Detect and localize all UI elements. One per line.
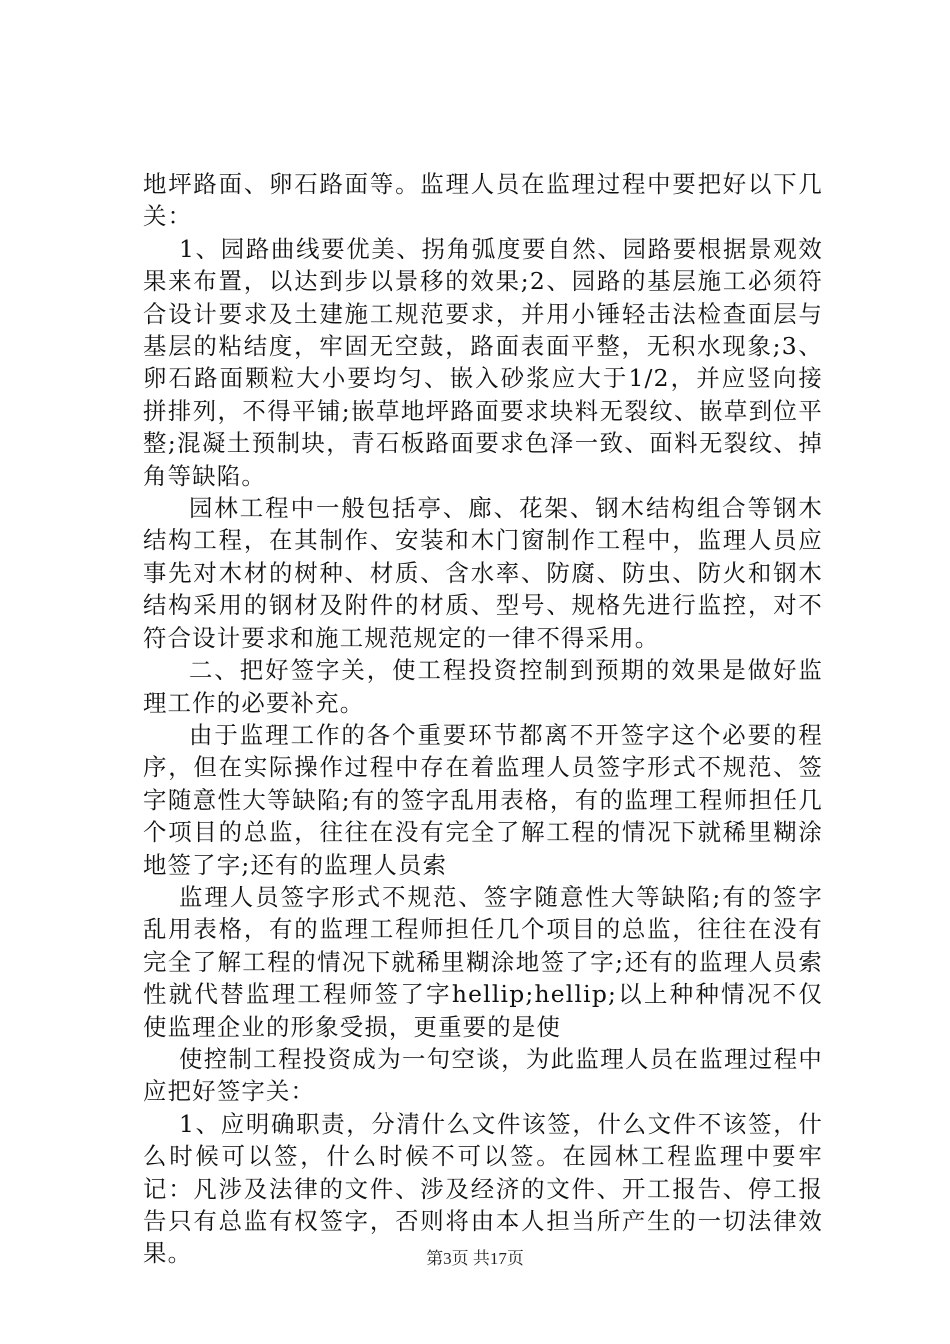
page-number-footer: 第3页 共17页 [426,1249,524,1268]
document-body [143,168,823,1270]
paragraph-3: 园林工程中一般包括亭、廊、花架、钢木结构组合等钢木结构工程，在其制作、安装和木门窗制作工程中，监理人员应事先对木材的树种、材质、含水率、防腐、防虫、防火和钢木结构采用的钢材及附件的材质、型号、规格先进行监控，对不符合设计要求和施工规范规定的一律不得采用。 [143,494,823,652]
paragraph-1: 地坪路面、卵石路面等。监理人员在监理过程中要把好以下几关： [143,170,823,231]
paragraph-5: 由于监理工作的各个重要环节都离不开签字这个必要的程序，但在实际操作过程中存在着监理人员签字形式不规范、签字随意性大等缺陷;有的签字乱用表格，有的监理工程师担任几个项目的总监，往往在没有完全了解工程的情况下就稀里糊涂地签了字;还有的监理人员索 [143,720,823,879]
paragraph-4: 二、把好签字关，使工程投资控制到预期的效果是做好监理工作的必要补充。 [143,656,823,717]
paragraph-2: 1、园路曲线要优美、拐角弧度要自然、园路要根据景观效果来布置，以达到步以景移的效果;2、园路的基层施工必须符合设计要求及土建施工规范要求，并用小锤轻击法检查面层与基层的粘结度，牢固无空鼓，路面表面平整，无积水现象;3、卵石路面颗粒大小要均匀、嵌入砂浆应大于1/2，并应竖向接拼排列，不得平铺;嵌草地坪路面要求块料无裂纹、嵌草到位平整;混凝土预制块，青石板路面要求色泽一致、面料无裂纹、掉角等缺陷。 [143,234,823,490]
paragraph-7: 使控制工程投资成为一句空谈，为此监理人员在监理过程中应把好签字关： [143,1044,823,1106]
paragraph-8: 1、应明确职责，分清什么文件该签，什么文件不该签，什么时候可以签，什么时候不可以签。在园林工程监理中要牢记：凡涉及法律的文件、涉及经济的文件、开工报告、停工报告只有总监有权签字，否则将由本人担当所产生的一切法律效果。 [143,1109,823,1268]
paragraph-6: 监理人员签字形式不规范、签字随意性大等缺陷;有的签字乱用表格，有的监理工程师担任几个项目的总监，往往在没有完全了解工程的情况下就稀里糊涂地签了字;还有的监理人员索性就代替监理工程师签了字hellip;hellip;以上种种情况不仅使监理企业的形象受损，更重要的是使 [143,882,823,1041]
